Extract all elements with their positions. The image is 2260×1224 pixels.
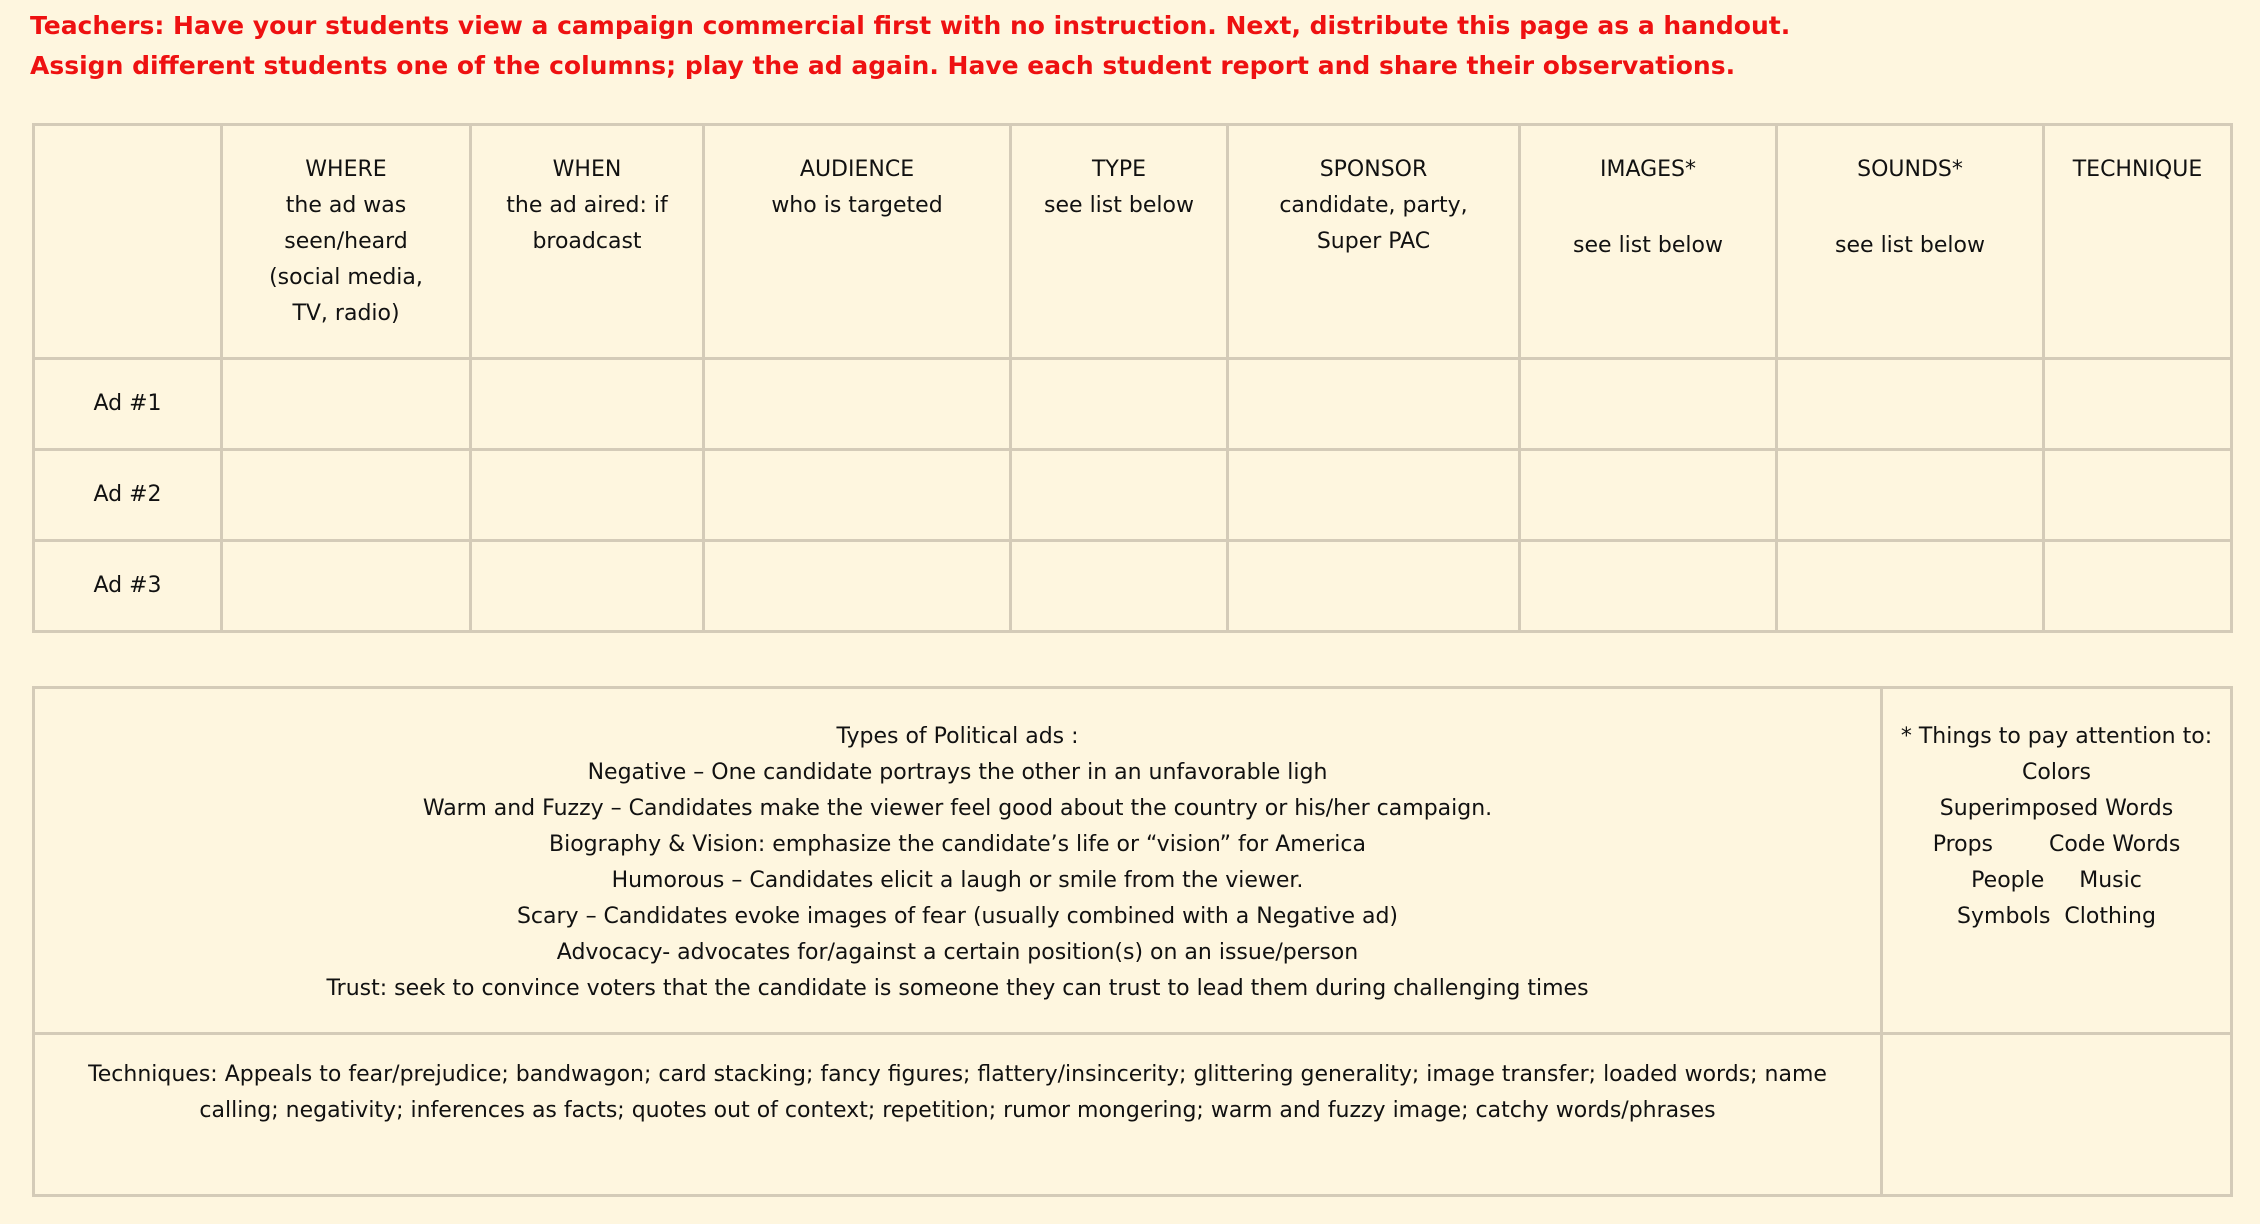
answer-cell[interactable]: [2044, 450, 2232, 541]
answer-cell[interactable]: [222, 359, 471, 450]
instructions-line-1: Teachers: Have your students view a campaign commercial first with no instruction. Next, distribute this page as a handout.: [30, 11, 1791, 40]
column-description: see list below: [1835, 233, 1985, 258]
ad-type-advocacy: Advocacy- advocates for/against a certain position(s) on an issue/person: [556, 940, 1359, 965]
things-to-pay-attention-to: [1882, 688, 2232, 1034]
table-row-ad-3: [34, 541, 2232, 632]
column-description: the ad was seen/heard (social media, TV, radio): [269, 193, 423, 326]
column-header-sponsor: [1228, 125, 1520, 359]
thing-item: Superimposed Words: [1939, 796, 2174, 821]
ad-type-humorous: Humorous – Candidates elicit a laugh or smile from the viewer.: [611, 868, 1304, 893]
column-title: SOUNDS*: [1857, 157, 1963, 182]
answer-cell[interactable]: [1777, 450, 2044, 541]
answer-cell[interactable]: [471, 359, 704, 450]
answer-cell[interactable]: [1520, 450, 1777, 541]
column-header-images: [1520, 125, 1777, 359]
column-description: see list below: [1573, 233, 1723, 258]
answer-cell[interactable]: [471, 450, 704, 541]
answer-cell[interactable]: [2044, 359, 2232, 450]
instructions-line-2: Assign different students one of the columns; play the ad again. Have each student report and share their observations.: [30, 51, 1736, 80]
column-title: SPONSOR: [1319, 157, 1428, 182]
answer-cell[interactable]: [704, 450, 1011, 541]
types-row: [34, 688, 2232, 1034]
answer-cell[interactable]: [2044, 541, 2232, 632]
answer-cell[interactable]: [704, 541, 1011, 632]
thing-item: Props Code Words: [1932, 832, 2181, 857]
column-header-type: [1011, 125, 1228, 359]
answer-cell[interactable]: [1777, 541, 2044, 632]
row-label: Ad #2: [34, 450, 222, 541]
column-title: WHERE: [305, 157, 387, 182]
corner-cell: [34, 125, 222, 359]
column-description: the ad aired: if broadcast: [506, 193, 668, 254]
answer-cell[interactable]: [704, 359, 1011, 450]
column-title: IMAGES*: [1599, 157, 1697, 182]
answer-cell[interactable]: [1011, 541, 1228, 632]
table-row-ad-2: [34, 450, 2232, 541]
answer-cell[interactable]: [1228, 359, 1520, 450]
ad-observation-table: [32, 123, 2233, 633]
ad-type-scary: Scary – Candidates evoke images of fear (usually combined with a Negative ad): [516, 904, 1399, 929]
types-of-political-ads: [34, 688, 1882, 1034]
ad-type-trust: Trust: seek to convince voters that the candidate is someone they can trust to lead them during challenging times: [326, 976, 1589, 1001]
column-header-where: [222, 125, 471, 359]
techniques-row: [34, 1034, 2232, 1196]
column-description: see list below: [1044, 193, 1194, 218]
teacher-instructions: [30, 6, 2230, 86]
ad-type-negative: Negative – One candidate portrays the other in an unfavorable ligh: [587, 760, 1328, 785]
ad-type-biography: Biography & Vision: emphasize the candidate’s life or “vision” for America: [549, 832, 1366, 857]
answer-cell[interactable]: [1520, 359, 1777, 450]
techniques-side-cell: [1882, 1034, 2232, 1196]
row-label: Ad #1: [34, 359, 222, 450]
ad-type-warm-fuzzy: Warm and Fuzzy – Candidates make the viewer feel good about the country or his/her campaign.: [422, 796, 1493, 821]
thing-item: People Music: [1971, 868, 2142, 893]
row-label: Ad #3: [34, 541, 222, 632]
thing-item: Colors: [2022, 760, 2091, 785]
answer-cell[interactable]: [1011, 450, 1228, 541]
column-description: candidate, party, Super PAC: [1279, 193, 1468, 254]
column-header-audience: [704, 125, 1011, 359]
thing-item: Symbols Clothing: [1957, 904, 2156, 929]
answer-cell[interactable]: [1228, 450, 1520, 541]
column-title: AUDIENCE: [799, 157, 915, 182]
column-description: who is targeted: [771, 193, 943, 218]
answer-cell[interactable]: [1228, 541, 1520, 632]
answer-cell[interactable]: [1777, 359, 2044, 450]
column-title: WHEN: [552, 157, 622, 182]
answer-cell[interactable]: [222, 450, 471, 541]
column-title: TECHNIQUE: [2072, 157, 2203, 182]
column-title: TYPE: [1091, 157, 1147, 182]
table-row-ad-1: [34, 359, 2232, 450]
answer-cell[interactable]: [1011, 359, 1228, 450]
column-header-technique: [2044, 125, 2232, 359]
reference-table: [32, 686, 2233, 1197]
column-header-sounds: [1777, 125, 2044, 359]
answer-cell[interactable]: [471, 541, 704, 632]
types-heading: Types of Political ads :: [836, 724, 1079, 749]
answer-cell[interactable]: [222, 541, 471, 632]
header-row: [34, 125, 2232, 359]
column-header-when: [471, 125, 704, 359]
answer-cell[interactable]: [1520, 541, 1777, 632]
things-heading: * Things to pay attention to:: [1900, 724, 2213, 749]
techniques-list: Techniques: Appeals to fear/prejudice; bandwagon; card stacking; fancy figures; flattery/insincerity; glittering generality; image transfer; loaded words; name calling; negativity; inferences as facts; quotes out of context; repetition; rumor mongering; warm and fuzzy image; catchy words/phrases: [34, 1034, 1882, 1196]
